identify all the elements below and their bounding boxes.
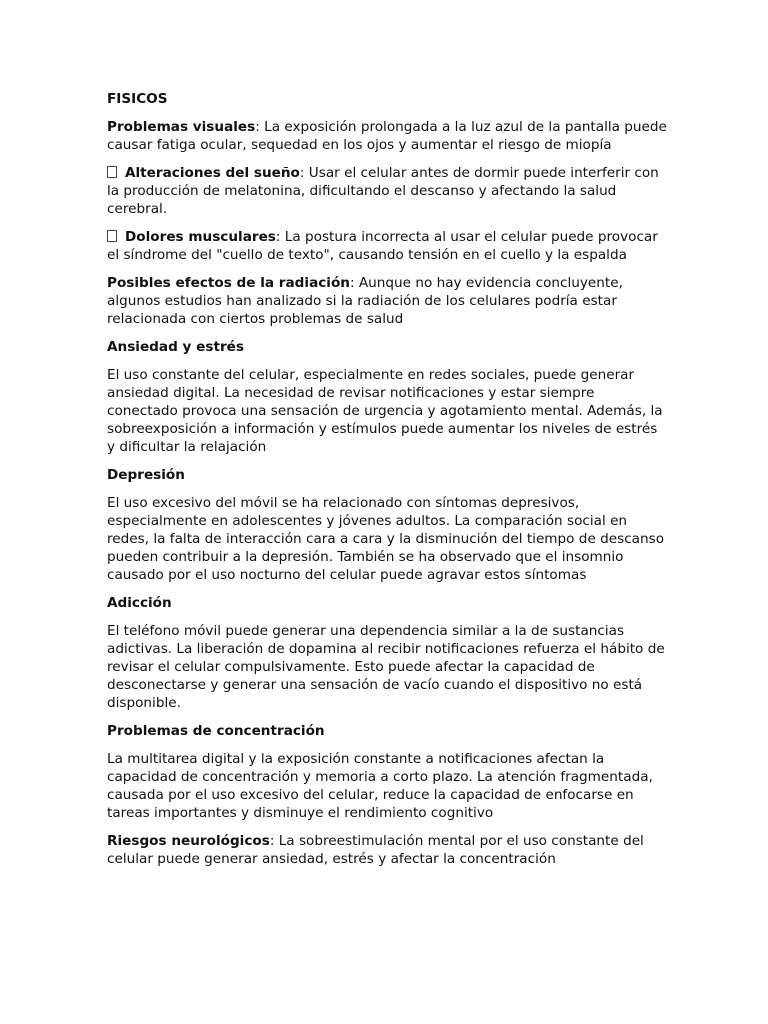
section-heading: Problemas de concentración — [107, 723, 325, 739]
item-dolores-musculares — [107, 228, 667, 264]
item-term: Posibles efectos de la radiación — [107, 275, 350, 291]
document-title: FISICOS — [107, 91, 168, 107]
bullet-box-icon — [107, 166, 117, 178]
item-text: : La postura incorrecta al usar el celular puede provocar el síndrome del "cuello de texto", causando tensión en el cuello y la espalda — [107, 229, 658, 263]
item-efectos-radiacion — [107, 274, 667, 328]
section-body: El uso excesivo del móvil se ha relacionado con síntomas depresivos, especialmente en adolescentes y jóvenes adultos. La comparación social en redes, la falta de interacción cara a cara y la disminución del tiempo de descanso pueden contribuir a la depresión. También se ha observado que el insomnio causado por el uso nocturno del celular puede agravar estos síntomas — [107, 495, 665, 583]
section-body: El uso constante del celular, especialmente en redes sociales, puede generar ansiedad digital. La necesidad de revisar notificaciones y estar siempre conectado provoca una sensación de urgencia y agotamiento mental. Además, la sobreexposición a información y estímulos puede aumentar los niveles de estrés y dificultar la relajación — [107, 367, 663, 455]
section-heading: Adicción — [107, 595, 172, 611]
item-term: Dolores musculares — [125, 229, 276, 245]
item-term: Riesgos neurológicos — [107, 833, 270, 849]
item-text: : La exposición prolongada a la luz azul de la pantalla puede causar fatiga ocular, sequedad en los ojos y aumentar el riesgo de miopía — [107, 119, 667, 153]
section-body: La multitarea digital y la exposición constante a notificaciones afectan la capacidad de concentración y memoria a corto plazo. La atención fragmentada, causada por el uso excesivo del celular, reduce la capacidad de enfocarse en tareas importantes y disminuye el rendimiento cognitivo — [107, 751, 653, 821]
section-body: El teléfono móvil puede generar una dependencia similar a la de sustancias adictivas. La liberación de dopamina al recibir notificaciones refuerza el hábito de revisar el celular compulsivamente. Esto puede afectar la capacidad de desconectarse y generar una sensación de vacío cuando el dispositivo no está disponible. — [107, 623, 665, 711]
bullet-box-icon — [107, 230, 117, 242]
item-riesgos-neurologicos — [107, 832, 667, 868]
item-text: : Aunque no hay evidencia concluyente, algunos estudios han analizado si la radiación de los celulares podría estar relacionada con ciertos problemas de salud — [107, 275, 623, 327]
item-alteraciones-sueno — [107, 164, 667, 218]
item-term: Problemas visuales — [107, 119, 256, 135]
document-page — [107, 90, 667, 878]
item-text: : Usar el celular antes de dormir puede interferir con la producción de melatonina, dificultando el descanso y afectando la salud cerebral. — [107, 165, 659, 217]
item-term: Alteraciones del sueño — [125, 165, 300, 181]
section-heading: Depresión — [107, 467, 185, 483]
item-problemas-visuales — [107, 118, 667, 154]
section-heading: Ansiedad y estrés — [107, 339, 244, 355]
item-text: : La sobreestimulación mental por el uso constante del celular puede generar ansiedad, estrés y afectar la concentración — [107, 833, 644, 867]
